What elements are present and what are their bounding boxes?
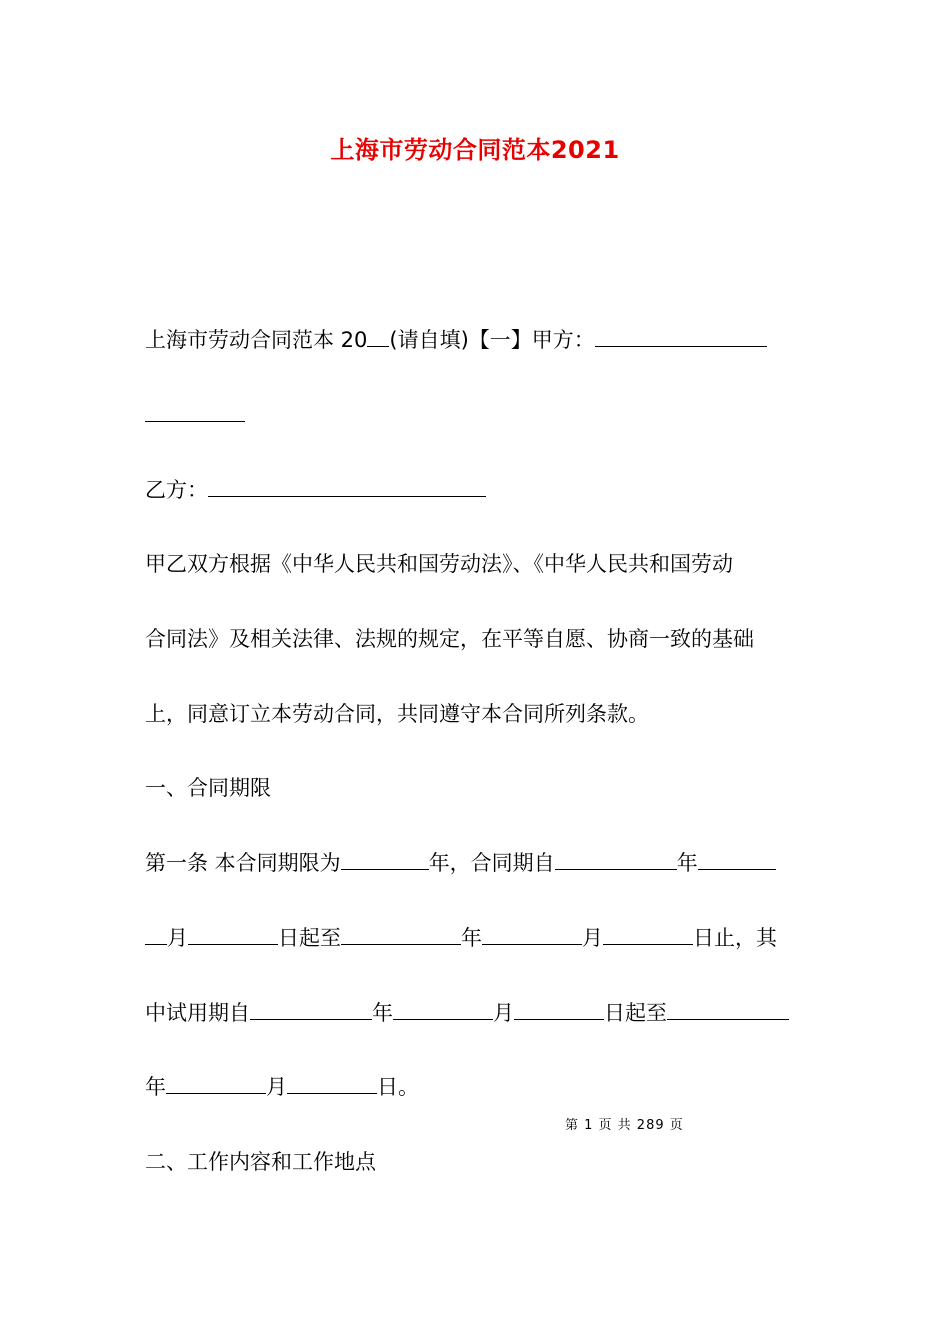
probation-label: 中试用期自 [145, 1001, 250, 1025]
party-b-line [145, 476, 810, 504]
probation-end-year-blank[interactable] [667, 1001, 789, 1020]
intro-mid: (请自填)【一】甲方： [389, 328, 595, 352]
month-label: 月 [582, 926, 603, 950]
section-2-heading: 二、工作内容和工作地点 [145, 1150, 376, 1174]
start-month-blank-cont[interactable] [145, 926, 167, 945]
year-label: 年 [461, 926, 482, 950]
year-label: 年 [145, 1075, 166, 1099]
start-day-blank[interactable] [188, 926, 278, 945]
end-month-blank[interactable] [482, 926, 582, 945]
article-1-line-2 [145, 924, 810, 952]
month-label: 月 [266, 1075, 287, 1099]
year-blank[interactable] [367, 328, 389, 347]
article-1-line-1 [145, 849, 810, 877]
probation-end-month-blank[interactable] [166, 1075, 266, 1094]
month-label: 月 [167, 926, 188, 950]
until-label: 日起至 [604, 1001, 667, 1025]
day-end-label: 日。 [377, 1075, 419, 1099]
term-years-blank[interactable] [341, 851, 429, 870]
end-day-blank[interactable] [603, 926, 693, 945]
end-year-blank[interactable] [341, 926, 461, 945]
party-b-label: 乙方： [145, 478, 208, 502]
preamble-line-2: 合同法》及相关法律、法规的规定，在平等自愿、协商一致的基础 [145, 627, 754, 651]
probation-start-day-blank[interactable] [514, 1001, 604, 1020]
term-label: 第一条 本合同期限为 [145, 851, 341, 875]
start-month-blank[interactable] [698, 851, 776, 870]
party-a-blank[interactable] [595, 328, 767, 347]
until-label: 日起至 [278, 926, 341, 950]
party-a-blank-cont[interactable] [145, 403, 245, 422]
article-1-line-3 [145, 999, 810, 1027]
start-year-blank[interactable] [555, 851, 677, 870]
year-label: 年 [676, 851, 698, 875]
probation-end-day-blank[interactable] [287, 1075, 377, 1094]
probation-start-month-blank[interactable] [393, 1001, 493, 1020]
section-1-heading: 一、合同期限 [145, 776, 271, 800]
year-label: 年 [372, 1001, 393, 1025]
article-1-line-4 [145, 1073, 810, 1101]
party-a-continuation [145, 401, 810, 429]
end-label: 日止，其 [693, 926, 777, 950]
intro-prefix: 上海市劳动合同范本 20 [145, 328, 368, 352]
preamble-line-3: 上，同意订立本劳动合同，共同遵守本合同所列条款。 [145, 702, 649, 726]
probation-start-year-blank[interactable] [250, 1001, 372, 1020]
term-from-label: 年，合同期自 [428, 851, 555, 875]
preamble-line-1: 甲乙双方根据《中华人民共和国劳动法》、《中华人民共和国劳动 [145, 552, 733, 576]
party-b-blank[interactable] [208, 478, 486, 497]
month-label: 月 [493, 1001, 514, 1025]
page-footer: 第 1 页 共 289 页 [565, 1118, 684, 1133]
intro-line [145, 326, 810, 354]
document-title: 上海市劳动合同范本2021 [330, 136, 620, 164]
